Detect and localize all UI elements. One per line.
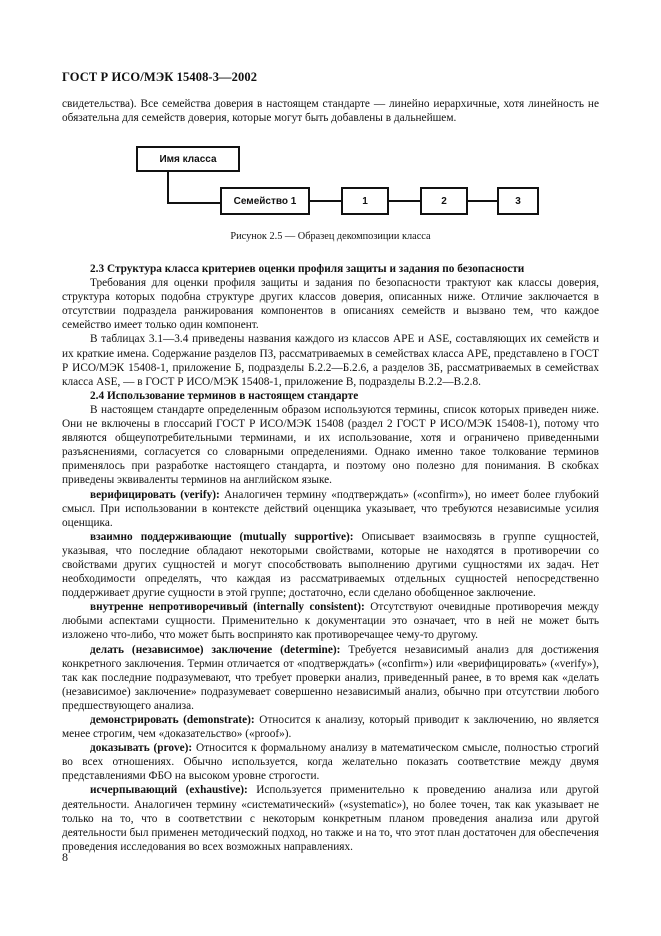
term-name: верифицировать (verify):	[90, 488, 220, 501]
term-text: Относится к анализу, который приводит к заключению, но является менее строгим, чем «доказательство» («proof»).	[62, 714, 599, 741]
section-2-4-heading: 2.4 Использование терминов в настоящем стандарте	[90, 389, 359, 402]
term-name: взаимно поддерживающие (mutually supportive):	[90, 530, 354, 543]
term-text: Требуется независимый анализ для достижения конкретного заключения. Термин отличается от «подтверждать» («confirm») или «верифицировать» («verify»), так как последние подразумевают, что требует проверки анализ, приведенный ранее, в то время как «делать (независимое) заключение» подразумевает совершенно независимый анализ, обычно при отсутствии любого предшествующего анализа.	[62, 643, 599, 712]
page-number: 8	[62, 850, 68, 864]
term-text: Относится к формальному анализу в математическом смысле, полностью строгий во всех отношениях. Обычно используется, когда желательно показать соответствие между двумя представлениями ФБО на высоком уровне строгости.	[62, 742, 599, 783]
connector-vertical	[167, 172, 169, 203]
class-name-box: Имя класса	[136, 146, 240, 172]
term-name: внутренне непротиворечивый (internally consistent):	[90, 601, 365, 614]
connector-to-family	[167, 202, 221, 204]
component-box-3: 3	[497, 187, 539, 215]
term-text: Отсутствуют очевидные противоречия между любыми аспектами сущности. Применительно к документации это означает, что в ней не может быть изложено что-либо, что может быть воспринято как противоречащее чему-то другому.	[62, 601, 599, 642]
connector-family-c1	[310, 200, 342, 202]
term-definition	[62, 741, 599, 783]
intro-paragraph: свидетельства). Все семейства доверия в настоящем стандарте — линейно иерархичные, хотя линейность не обязательна для семейств доверия, которые могут быть добавлены в дальнейшем.	[62, 98, 599, 125]
term-text: Аналогичен термину «подтверждать» («confirm»), но имеет более глубокий смысл. При использовании в контексте действий оценщика указывает, что требуются независимые усилия оценщика.	[62, 488, 599, 529]
term-definition	[62, 713, 599, 741]
term-text: Описывает взаимосвязь в группе сущностей, указывая, что последние обладают некоторыми свойствами, которые не находятся в противоречии со свойствами других сущностей и могут способствовать выполнению другими сущностями их задач. Нет необходимости определять, что каждая из рассматриваемых отдельных сущностей непосредственно поддерживает другие сущности в этой группе; достаточно, если сделано обобщенное заключение.	[62, 530, 599, 600]
term-name: доказывать (prove):	[90, 742, 193, 755]
section-2-4-paragraph-1: В настоящем стандарте определенным образом используются термины, список которых приведен ниже. Они не включены в глоссарий ГОСТ Р ИСО/МЭК 15408 (раздел 2 ГОСТ Р ИСО/МЭК 15408-1), потому что являются общеупотребительными терминами, и их использование, хотя и ограничено приведенными разъяснениями, согласуется со словарными определениями. Однако именно такое толкование терминов применялось при разработке настоящего стандарта, и поэтому оно полезно для понимания. В скобках приведены эквиваленты терминов на английском языке.	[62, 403, 599, 487]
class-decomposition-figure	[0, 0, 661, 260]
term-name: исчерпывающий (exhaustive):	[90, 784, 248, 797]
section-2-3-paragraph-2: В таблицах 3.1—3.4 приведены названия каждого из классов APE и ASE, составляющих их семейств и их краткие имена. Содержание разделов ПЗ, рассматриваемых в семействах класса APE, представлено в ГОСТ Р ИСО/МЭК 15408-1, приложение Б, подразделы Б.2.2—Б.2.6, а разделов ЗБ, рассматриваемых в семействах класса ASE, — в ГОСТ Р ИСО/МЭК 15408-1, приложение В, подразделы В.2.2—В.2.8.	[62, 333, 599, 388]
section-2-3-paragraph-1: Требования для оценки профиля защиты и задания по безопасности трактуют как классы доверия, структура которых подобна структуре других классов доверия, описанных ниже. Отличие заключается в отсутствии подраздела ранжирования компонентов в описаниях семейств и вызвано тем, что каждое семейство имеет только один компонент.	[62, 277, 599, 332]
figure-caption: Рисунок 2.5 — Образец декомпозиции класса	[230, 231, 431, 242]
connector-c2-c3	[468, 200, 498, 202]
term-definition	[62, 783, 599, 853]
component-box-1: 1	[341, 187, 389, 215]
term-definition	[62, 643, 599, 713]
family-box: Семейство 1	[220, 187, 310, 215]
term-definition	[62, 488, 599, 530]
term-text: Используется применительно к проведению анализа или другой деятельности. Аналогичен термину «систематический» («systematic»), но более точен, так как указывает не только на то, что в соответствии с некоторым конкретным планом проведения анализа или другой деятельности был применен методический подход, но также и на то, что этот план достаточен для обеспечения проведения исследования во всех возможных направлениях.	[62, 784, 599, 853]
term-name: демонстрировать (demonstrate):	[90, 714, 255, 726]
document-header: ГОСТ Р ИСО/МЭК 15408-3—2002	[62, 70, 258, 84]
term-definition	[62, 530, 599, 600]
term-name: делать (независимое) заключение (determine):	[90, 643, 341, 656]
connector-c1-c2	[389, 200, 421, 202]
main-text	[62, 262, 599, 854]
term-definition	[62, 600, 599, 642]
component-box-2: 2	[420, 187, 468, 215]
section-2-3-heading: 2.3 Структура класса критериев оценки профиля защиты и задания по безопасности	[90, 263, 525, 275]
